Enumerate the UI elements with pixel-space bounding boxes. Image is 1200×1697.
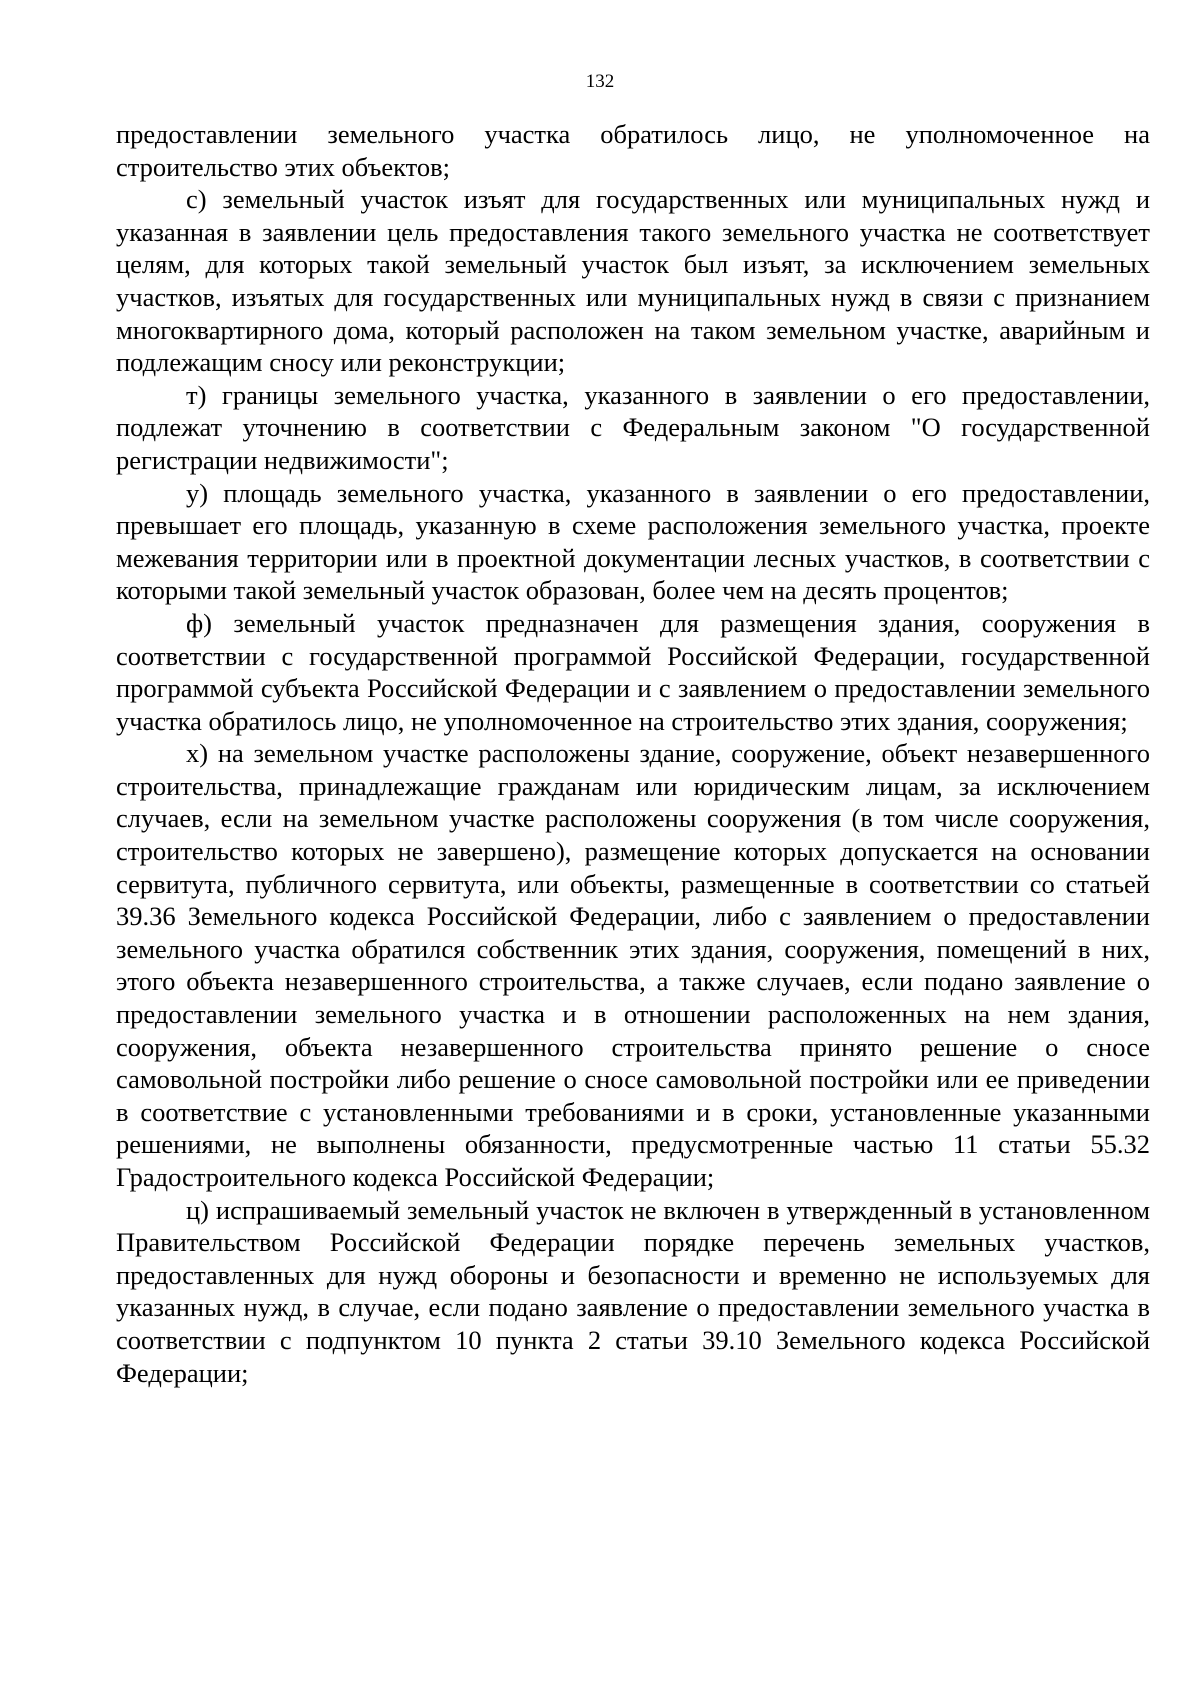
page-number: 132 bbox=[585, 71, 615, 92]
paragraph-item-f: ф) земельный участок предназначен для размещения здания, сооружения в соответствии с государственной программой Российской Федерации, государственной программой субъекта Российской Федерации и с заявлением о предоставлении земельного участка обратилось лицо, не уполномоченное на строительство этих здания, сооружения; bbox=[116, 607, 1150, 736]
paragraph-item-kh: х) на земельном участке расположены здание, сооружение, объект незавершенного строительства, принадлежащие гражданам или юридическим лицам, за исключением случаев, если на земельном участке расположены сооружения (в том числе сооружения, строительство которых не завершено), размещение которых допускается на основании сервитута, публичного сервитута, или объекты, размещенные в соответствии со статьей 39.36 Земельного кодекса Российской Федерации, либо с заявлением о предоставлении земельного участка обратился собственник этих здания, сооружения, помещений в них, этого объекта незавершенного строительства, а также случаев, если подано заявление о предоставлении земельного участка и в отношении расположенных на нем здания, сооружения, объекта незавершенного строительства принято решение о сносе самовольной постройки либо решение о сносе самовольной постройки или ее приведении в соответствие с установленными требованиями и в сроки, установленные указанными решениями, не выполнены обязанности, предусмотренные частью 11 статьи 55.32 Градостроительного кодекса Российской Федерации; bbox=[116, 738, 1150, 1192]
paragraph-continuation: предоставлении земельного участка обратилось лицо, не уполномоченное на строительство этих объектов; bbox=[116, 119, 1150, 182]
document-body bbox=[116, 118, 1150, 1389]
paragraph-item-t: т) границы земельного участка, указанного в заявлении о его предоставлении, подлежат уточнению в соответствии с Федеральным законом "О государственной регистрации недвижимости"; bbox=[116, 379, 1150, 475]
paragraph-item-s: с) земельный участок изъят для государственных или муниципальных нужд и указанная в заявлении цель предоставления такого земельного участка не соответствует целям, для которых такой земельный участок был изъят, за исключением земельных участков, изъятых для государственных или муниципальных нужд в связи с признанием многоквартирного дома, который расположен на таком земельном участке, аварийным и подлежащим сносу или реконструкции; bbox=[116, 184, 1150, 378]
paragraph-item-ts: ц) испрашиваемый земельный участок не включен в утвержденный в установленном Правительством Российской Федерации порядке перечень земельных участков, предоставленных для нужд обороны и безопасности и временно не используемых для указанных нужд, в случае, если подано заявление о предоставлении земельного участка в соответствии с подпунктом 10 пункта 2 статьи 39.10 Земельного кодекса Российской Федерации; bbox=[116, 1194, 1150, 1388]
paragraph-item-u: у) площадь земельного участка, указанного в заявлении о его предоставлении, превышает его площадь, указанную в схеме расположения земельного участка, проекте межевания территории или в проектной документации лесных участков, в соответствии с которыми такой земельный участок образован, более чем на десять процентов; bbox=[116, 477, 1150, 606]
